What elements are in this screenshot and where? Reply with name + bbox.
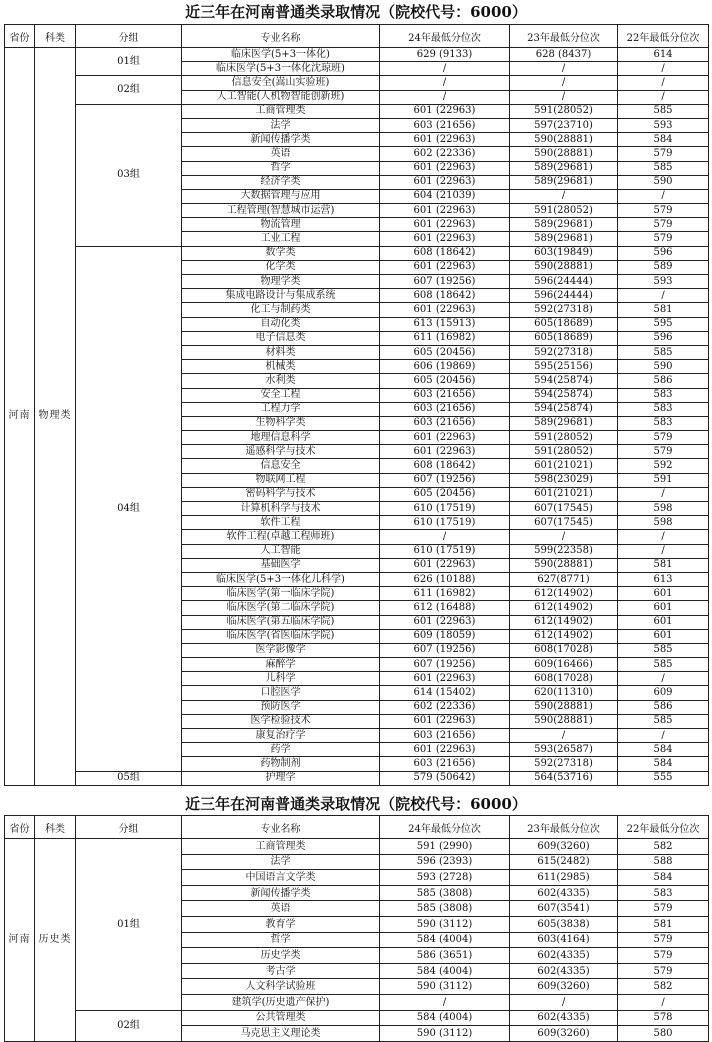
rank-2023-cell: 590(28881) xyxy=(510,147,618,161)
score-2022-cell: 596 xyxy=(618,331,709,345)
rank-2023-cell: / xyxy=(510,62,618,76)
rank-2023-cell: 599(22358) xyxy=(510,544,618,558)
rank-2024-cell: 601 (22963) xyxy=(380,431,510,445)
score-2022-cell: / xyxy=(618,189,709,203)
table-row xyxy=(5,839,709,855)
rank-2023-cell: 596(24444) xyxy=(510,289,618,303)
score-2022-cell: 588 xyxy=(618,854,709,870)
rank-2024-cell: 607 (19256) xyxy=(380,473,510,487)
rank-2023-cell: 602(4335) xyxy=(510,963,618,979)
column-header-y22: 22年最低分位次 xyxy=(618,25,709,48)
major-name-cell: 哲学 xyxy=(182,161,380,175)
rank-2024-cell: 605 (20456) xyxy=(380,487,510,501)
score-2022-cell: 596 xyxy=(618,246,709,260)
rank-2023-cell: 609(3260) xyxy=(510,1026,618,1042)
rank-2023-cell: 607(3541) xyxy=(510,901,618,917)
score-2022-cell: 585 xyxy=(618,161,709,175)
rank-2024-cell: 602 (22336) xyxy=(380,147,510,161)
table2-title: 近三年在河南普通类录取情况（院校代号：6000） xyxy=(185,795,527,813)
score-2022-cell: 584 xyxy=(618,757,709,771)
rank-2024-cell: 601 (22963) xyxy=(380,672,510,686)
rank-2024-cell: 605 (20456) xyxy=(380,345,510,359)
score-2022-cell: / xyxy=(618,530,709,544)
rank-2023-cell: 598(23029) xyxy=(510,473,618,487)
score-2022-cell: 579 xyxy=(618,445,709,459)
score-2022-cell: 601 xyxy=(618,601,709,615)
score-2022-cell: 592 xyxy=(618,459,709,473)
major-name-cell: 建筑学(历史遗产保护) xyxy=(182,994,380,1010)
rank-2023-cell: 592(27318) xyxy=(510,757,618,771)
major-name-cell: 法学 xyxy=(182,118,380,132)
major-name-cell: 临床医学(5+3一体化) xyxy=(182,48,380,62)
major-name-cell: 计算机科学与技术 xyxy=(182,502,380,516)
score-2022-cell: / xyxy=(618,994,709,1010)
rank-2023-cell: / xyxy=(510,90,618,104)
score-2022-cell: 555 xyxy=(618,771,709,785)
rank-2024-cell: 584 (4004) xyxy=(380,932,510,948)
rank-2023-cell: 564(53716) xyxy=(510,771,618,785)
rank-2024-cell: 603 (21656) xyxy=(380,757,510,771)
score-2022-cell: / xyxy=(618,90,709,104)
rank-2023-cell: 595(25156) xyxy=(510,360,618,374)
rank-2024-cell: 601 (22963) xyxy=(380,175,510,189)
rank-2024-cell: 612 (16488) xyxy=(380,601,510,615)
rank-2023-cell: 607(17545) xyxy=(510,516,618,530)
score-2022-cell: 601 xyxy=(618,587,709,601)
rank-2024-cell: 603 (21656) xyxy=(380,729,510,743)
rank-2024-cell: 626 (10188) xyxy=(380,572,510,586)
score-2022-cell: 601 xyxy=(618,629,709,643)
score-2022-cell: 581 xyxy=(618,303,709,317)
rank-2024-cell: 603 (21656) xyxy=(380,402,510,416)
major-name-cell: 护理学 xyxy=(182,771,380,785)
major-name-cell: 儿科学 xyxy=(182,672,380,686)
header-row xyxy=(5,25,709,48)
rank-2023-cell: 601(21021) xyxy=(510,459,618,473)
rank-2024-cell: 603 (21656) xyxy=(380,118,510,132)
major-name-cell: 人文科学试验班 xyxy=(182,979,380,995)
province-cell: 河南 xyxy=(5,839,35,1042)
score-2022-cell: 579 xyxy=(618,218,709,232)
rank-2024-cell: 590 (3112) xyxy=(380,979,510,995)
group-cell: 05组 xyxy=(76,771,182,785)
rank-2023-cell: 603(19849) xyxy=(510,246,618,260)
major-name-cell: 英语 xyxy=(182,147,380,161)
category-cell: 物理类 xyxy=(35,48,76,786)
score-2022-cell: 595 xyxy=(618,317,709,331)
rank-2024-cell: 607 (19256) xyxy=(380,275,510,289)
rank-2024-cell: 607 (19256) xyxy=(380,658,510,672)
major-name-cell: 遥感科学与技术 xyxy=(182,445,380,459)
rank-2023-cell: 608(17028) xyxy=(510,672,618,686)
rank-2024-cell: 584 (4004) xyxy=(380,1010,510,1026)
rank-2024-cell: 584 (4004) xyxy=(380,963,510,979)
rank-2024-cell: 590 (3112) xyxy=(380,1026,510,1042)
table-row xyxy=(5,246,709,260)
rank-2024-cell: / xyxy=(380,530,510,544)
rank-2023-cell: 605(18689) xyxy=(510,331,618,345)
rank-2023-cell: 612(14902) xyxy=(510,587,618,601)
group-cell: 02组 xyxy=(76,1010,182,1041)
rank-2024-cell: 607 (19256) xyxy=(380,643,510,657)
rank-2024-cell: 629 (9133) xyxy=(380,48,510,62)
score-2022-cell: 590 xyxy=(618,360,709,374)
rank-2024-cell: 601 (22963) xyxy=(380,558,510,572)
score-2022-cell: 586 xyxy=(618,700,709,714)
column-header-province: 省份 xyxy=(5,816,35,839)
score-2022-cell: 583 xyxy=(618,416,709,430)
major-name-cell: 化学类 xyxy=(182,260,380,274)
rank-2023-cell: 605(3838) xyxy=(510,916,618,932)
score-2022-cell: 593 xyxy=(618,118,709,132)
score-2022-cell: 589 xyxy=(618,260,709,274)
score-2022-cell: 591 xyxy=(618,473,709,487)
column-header-y22: 22年最低分位次 xyxy=(618,816,709,839)
major-name-cell: 教育学 xyxy=(182,916,380,932)
rank-2024-cell: 613 (15913) xyxy=(380,317,510,331)
score-2022-cell: 579 xyxy=(618,232,709,246)
rank-2023-cell: 609(16466) xyxy=(510,658,618,672)
rank-2024-cell: 601 (22963) xyxy=(380,303,510,317)
rank-2023-cell: / xyxy=(510,729,618,743)
score-2022-cell: 581 xyxy=(618,916,709,932)
major-name-cell: 水利类 xyxy=(182,374,380,388)
major-name-cell: 医学影像学 xyxy=(182,643,380,657)
group-cell: 02组 xyxy=(76,76,182,104)
major-name-cell: 临床医学(省医临床学院) xyxy=(182,629,380,643)
column-header-y23: 23年最低分位次 xyxy=(510,25,618,48)
rank-2024-cell: 601 (22963) xyxy=(380,218,510,232)
rank-2024-cell: 601 (22963) xyxy=(380,104,510,118)
major-name-cell: 中国语言文学类 xyxy=(182,870,380,886)
rank-2023-cell: 627(8771) xyxy=(510,572,618,586)
score-2022-cell: 613 xyxy=(618,572,709,586)
major-name-cell: 自动化类 xyxy=(182,317,380,331)
score-2022-cell: 582 xyxy=(618,839,709,855)
major-name-cell: 人工智能 xyxy=(182,544,380,558)
rank-2023-cell: 608(17028) xyxy=(510,643,618,657)
major-name-cell: 生物科学类 xyxy=(182,416,380,430)
rank-2023-cell: 609(3260) xyxy=(510,979,618,995)
rank-2024-cell: 601 (22963) xyxy=(380,133,510,147)
score-2022-cell: / xyxy=(618,729,709,743)
rank-2024-cell: 608 (18642) xyxy=(380,246,510,260)
rank-2024-cell: 601 (22963) xyxy=(380,743,510,757)
rank-2023-cell: 590(28881) xyxy=(510,714,618,728)
table-row xyxy=(5,76,709,90)
rank-2023-cell: 589(29681) xyxy=(510,232,618,246)
rank-2023-cell: 589(29681) xyxy=(510,161,618,175)
score-2022-cell: 584 xyxy=(618,133,709,147)
major-name-cell: 工业工程 xyxy=(182,232,380,246)
rank-2024-cell: 609 (18059) xyxy=(380,629,510,643)
table-row xyxy=(5,104,709,118)
rank-2023-cell: 605(18689) xyxy=(510,317,618,331)
rank-2023-cell: 601(21021) xyxy=(510,487,618,501)
column-header-y24: 24年最低分位次 xyxy=(380,816,510,839)
column-header-group: 分组 xyxy=(76,816,182,839)
major-name-cell: 信息安全 xyxy=(182,459,380,473)
rank-2023-cell: 589(29681) xyxy=(510,416,618,430)
major-name-cell: 公共管理类 xyxy=(182,1010,380,1026)
major-name-cell: 电子信息类 xyxy=(182,331,380,345)
score-2022-cell: / xyxy=(618,62,709,76)
table-row xyxy=(5,771,709,785)
rank-2023-cell: / xyxy=(510,189,618,203)
major-name-cell: 物联网工程 xyxy=(182,473,380,487)
rank-2024-cell: 586 (3651) xyxy=(380,948,510,964)
rank-2024-cell: 585 (3808) xyxy=(380,901,510,917)
score-2022-cell: 581 xyxy=(618,558,709,572)
major-name-cell: 软件工程 xyxy=(182,516,380,530)
rank-2023-cell: 592(27318) xyxy=(510,345,618,359)
group-cell: 01组 xyxy=(76,48,182,76)
score-2022-cell: / xyxy=(618,544,709,558)
rank-2023-cell: 590(28881) xyxy=(510,260,618,274)
major-name-cell: 工程管理(智慧城市运营) xyxy=(182,204,380,218)
major-name-cell: 密码科学与技术 xyxy=(182,487,380,501)
rank-2023-cell: / xyxy=(510,994,618,1010)
rank-2024-cell: 591 (2990) xyxy=(380,839,510,855)
column-header-category: 科类 xyxy=(35,25,76,48)
score-2022-cell: 585 xyxy=(618,643,709,657)
column-header-y23: 23年最低分位次 xyxy=(510,816,618,839)
rank-2023-cell: 612(14902) xyxy=(510,629,618,643)
score-2022-cell: 593 xyxy=(618,275,709,289)
major-name-cell: 材料类 xyxy=(182,345,380,359)
rank-2024-cell: 602 (22336) xyxy=(380,700,510,714)
rank-2023-cell: 593(26587) xyxy=(510,743,618,757)
major-name-cell: 法学 xyxy=(182,854,380,870)
rank-2024-cell: 601 (22963) xyxy=(380,204,510,218)
major-name-cell: 工商管理类 xyxy=(182,104,380,118)
group-cell: 04组 xyxy=(76,246,182,771)
score-2022-cell: 601 xyxy=(618,615,709,629)
column-header-category: 科类 xyxy=(35,816,76,839)
rank-2023-cell: 609(3260) xyxy=(510,839,618,855)
rank-2024-cell: 601 (22963) xyxy=(380,445,510,459)
major-name-cell: 药学 xyxy=(182,743,380,757)
major-name-cell: 人工智能(人机物智能创新班) xyxy=(182,90,380,104)
rank-2024-cell: 606 (19869) xyxy=(380,360,510,374)
major-name-cell: 工程力学 xyxy=(182,402,380,416)
column-header-province: 省份 xyxy=(5,25,35,48)
score-2022-cell: 580 xyxy=(618,1026,709,1042)
major-name-cell: 物理学类 xyxy=(182,275,380,289)
major-name-cell: 麻醉学 xyxy=(182,658,380,672)
rank-2023-cell: 602(4335) xyxy=(510,948,618,964)
table-row xyxy=(5,48,709,62)
rank-2024-cell: 601 (22963) xyxy=(380,232,510,246)
major-name-cell: 新闻传播学类 xyxy=(182,133,380,147)
rank-2023-cell: 594(25874) xyxy=(510,374,618,388)
rank-2023-cell: 591(28052) xyxy=(510,445,618,459)
major-name-cell: 工商管理类 xyxy=(182,839,380,855)
column-header-group: 分组 xyxy=(76,25,182,48)
rank-2024-cell: 579 (50642) xyxy=(380,771,510,785)
major-name-cell: 临床医学(第五临床学院) xyxy=(182,615,380,629)
major-name-cell: 新闻传播学类 xyxy=(182,885,380,901)
rank-2024-cell: / xyxy=(380,76,510,90)
major-name-cell: 化工与制药类 xyxy=(182,303,380,317)
rank-2023-cell: 591(28052) xyxy=(510,431,618,445)
rank-2023-cell: 590(28881) xyxy=(510,133,618,147)
rank-2023-cell: 628 (8437) xyxy=(510,48,618,62)
score-2022-cell: 582 xyxy=(618,979,709,995)
major-name-cell: 地理信息科学 xyxy=(182,431,380,445)
major-name-cell: 康复治疗学 xyxy=(182,729,380,743)
table-row xyxy=(5,1010,709,1026)
rank-2023-cell: 602(4335) xyxy=(510,885,618,901)
province-cell: 河南 xyxy=(5,48,35,786)
score-2022-cell: 583 xyxy=(618,885,709,901)
column-header-y24: 24年最低分位次 xyxy=(380,25,510,48)
rank-2023-cell: 594(25874) xyxy=(510,402,618,416)
score-2022-cell: 609 xyxy=(618,686,709,700)
rank-2023-cell: 597(23710) xyxy=(510,118,618,132)
major-name-cell: 基础医学 xyxy=(182,558,380,572)
major-name-cell: 口腔医学 xyxy=(182,686,380,700)
rank-2023-cell: 607(17545) xyxy=(510,502,618,516)
score-2022-cell: 579 xyxy=(618,901,709,917)
score-2022-cell: 584 xyxy=(618,870,709,886)
rank-2024-cell: 585 (3808) xyxy=(380,885,510,901)
score-2022-cell: 583 xyxy=(618,402,709,416)
score-2022-cell: 585 xyxy=(618,714,709,728)
admission-table-history xyxy=(4,815,709,1042)
rank-2023-cell: 589(29681) xyxy=(510,218,618,232)
score-2022-cell: / xyxy=(618,487,709,501)
rank-2023-cell: 612(14902) xyxy=(510,601,618,615)
score-2022-cell: 614 xyxy=(618,48,709,62)
group-cell: 03组 xyxy=(76,104,182,246)
score-2022-cell: 585 xyxy=(618,658,709,672)
major-name-cell: 马克思主义理论类 xyxy=(182,1026,380,1042)
rank-2024-cell: 605 (20456) xyxy=(380,374,510,388)
major-name-cell: 英语 xyxy=(182,901,380,917)
rank-2023-cell: 594(25874) xyxy=(510,388,618,402)
major-name-cell: 软件工程(卓越工程师班) xyxy=(182,530,380,544)
score-2022-cell: 579 xyxy=(618,431,709,445)
score-2022-cell: 579 xyxy=(618,147,709,161)
major-name-cell: 数学类 xyxy=(182,246,380,260)
major-name-cell: 集成电路设计与集成系统 xyxy=(182,289,380,303)
major-name-cell: 临床医学(5+3一体化沈琼班) xyxy=(182,62,380,76)
column-header-major: 专业名称 xyxy=(182,25,380,48)
rank-2023-cell: 611(2985) xyxy=(510,870,618,886)
score-2022-cell: 579 xyxy=(618,948,709,964)
rank-2023-cell: 596(24444) xyxy=(510,275,618,289)
rank-2023-cell: 603(4164) xyxy=(510,932,618,948)
major-name-cell: 历史学类 xyxy=(182,948,380,964)
admission-table-physics xyxy=(4,24,709,786)
rank-2023-cell: 615(2482) xyxy=(510,854,618,870)
major-name-cell: 哲学 xyxy=(182,932,380,948)
score-2022-cell: 590 xyxy=(618,175,709,189)
major-name-cell: 物流管理 xyxy=(182,218,380,232)
score-2022-cell: 578 xyxy=(618,1010,709,1026)
major-name-cell: 大数据管理与应用 xyxy=(182,189,380,203)
rank-2023-cell: 591(28052) xyxy=(510,204,618,218)
rank-2023-cell: 602(4335) xyxy=(510,1010,618,1026)
score-2022-cell: 579 xyxy=(618,204,709,218)
rank-2023-cell: 590(28881) xyxy=(510,700,618,714)
rank-2024-cell: 601 (22963) xyxy=(380,161,510,175)
score-2022-cell: 598 xyxy=(618,516,709,530)
rank-2024-cell: 590 (3112) xyxy=(380,916,510,932)
rank-2023-cell: / xyxy=(510,530,618,544)
rank-2023-cell: 591(28052) xyxy=(510,104,618,118)
rank-2023-cell: 612(14902) xyxy=(510,615,618,629)
rank-2024-cell: 603 (21656) xyxy=(380,416,510,430)
column-header-major: 专业名称 xyxy=(182,816,380,839)
rank-2024-cell: 614 (15402) xyxy=(380,686,510,700)
rank-2024-cell: 593 (2728) xyxy=(380,870,510,886)
score-2022-cell: 584 xyxy=(618,743,709,757)
rank-2024-cell: 608 (18642) xyxy=(380,289,510,303)
score-2022-cell: 579 xyxy=(618,932,709,948)
major-name-cell: 临床医学(第二临床学院) xyxy=(182,601,380,615)
rank-2024-cell: 610 (17519) xyxy=(380,516,510,530)
major-name-cell: 考古学 xyxy=(182,963,380,979)
rank-2024-cell: 604 (21039) xyxy=(380,189,510,203)
score-2022-cell: 598 xyxy=(618,502,709,516)
rank-2024-cell: 601 (22963) xyxy=(380,615,510,629)
rank-2023-cell: 590(28881) xyxy=(510,558,618,572)
rank-2024-cell: 610 (17519) xyxy=(380,544,510,558)
major-name-cell: 信息安全(嵩山实验班) xyxy=(182,76,380,90)
rank-2024-cell: / xyxy=(380,90,510,104)
score-2022-cell: 585 xyxy=(618,104,709,118)
table1-title: 近三年在河南普通类录取情况（院校代号：6000） xyxy=(185,3,527,21)
score-2022-cell: / xyxy=(618,672,709,686)
header-row xyxy=(5,816,709,839)
score-2022-cell: 585 xyxy=(618,345,709,359)
rank-2024-cell: 603 (21656) xyxy=(380,388,510,402)
rank-2024-cell: 601 (22963) xyxy=(380,260,510,274)
major-name-cell: 安全工程 xyxy=(182,388,380,402)
major-name-cell: 临床医学(第一临床学院) xyxy=(182,587,380,601)
rank-2023-cell: / xyxy=(510,76,618,90)
rank-2024-cell: / xyxy=(380,62,510,76)
major-name-cell: 预防医学 xyxy=(182,700,380,714)
major-name-cell: 临床医学(5+3一体化儿科学) xyxy=(182,572,380,586)
category-cell: 历史类 xyxy=(35,839,76,1042)
rank-2023-cell: 592(27318) xyxy=(510,303,618,317)
group-cell: 01组 xyxy=(76,839,182,1011)
rank-2023-cell: 620(11310) xyxy=(510,686,618,700)
major-name-cell: 药物制剂 xyxy=(182,757,380,771)
rank-2024-cell: 596 (2393) xyxy=(380,854,510,870)
rank-2024-cell: 601 (22963) xyxy=(380,714,510,728)
rank-2024-cell: 611 (16982) xyxy=(380,587,510,601)
major-name-cell: 经济学类 xyxy=(182,175,380,189)
rank-2024-cell: 608 (18642) xyxy=(380,459,510,473)
rank-2024-cell: 611 (16982) xyxy=(380,331,510,345)
rank-2023-cell: 589(29681) xyxy=(510,175,618,189)
score-2022-cell: / xyxy=(618,289,709,303)
rank-2024-cell: 610 (17519) xyxy=(380,502,510,516)
score-2022-cell: / xyxy=(618,76,709,90)
score-2022-cell: 586 xyxy=(618,374,709,388)
rank-2024-cell: / xyxy=(380,994,510,1010)
major-name-cell: 机械类 xyxy=(182,360,380,374)
major-name-cell: 医学检验技术 xyxy=(182,714,380,728)
score-2022-cell: 583 xyxy=(618,388,709,402)
score-2022-cell: 579 xyxy=(618,963,709,979)
